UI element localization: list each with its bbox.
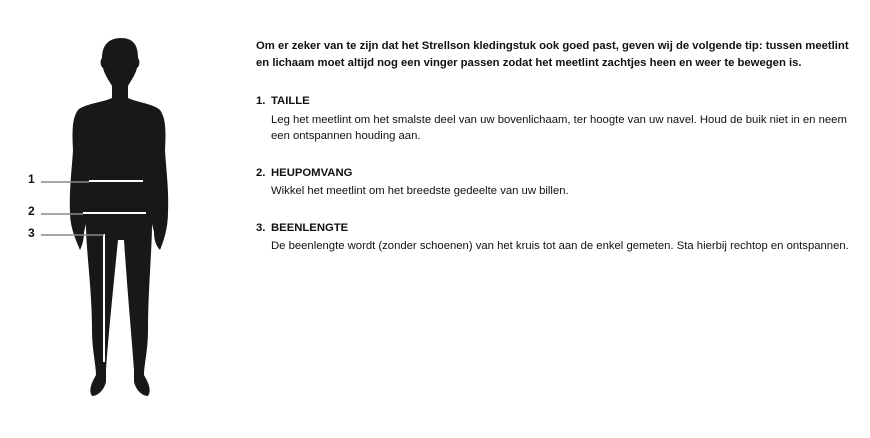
measurement-instructions bbox=[256, 38, 856, 275]
section-heading bbox=[256, 220, 856, 237]
section-text: Wikkel het meetlint om het breedste gedeelte van uw billen. bbox=[271, 185, 569, 197]
section-text: De beenlengte wordt (zonder schoenen) van het kruis tot aan de enkel gemeten. Sta hierbij rechtop en ontspannen. bbox=[271, 240, 849, 252]
section-title: HEUPOMVANG bbox=[271, 166, 353, 179]
section-heading bbox=[256, 165, 856, 182]
section-number: 3. bbox=[256, 221, 266, 234]
body-measurement-figure bbox=[0, 0, 240, 438]
section-title: TAILLE bbox=[271, 95, 310, 107]
section-heading bbox=[256, 93, 856, 110]
body-silhouette bbox=[70, 38, 168, 396]
intro-text: Om er zeker van te zijn dat het Strellson kledingstuk ook goed past, geven wij de volgende tip: tussen meetlint en lichaam moet altijd nog een vinger passen zodat het meetlint zachtjes heen en weer te bewegen is. bbox=[256, 40, 849, 69]
section-number: 2. bbox=[256, 166, 266, 179]
section-taille bbox=[256, 93, 856, 145]
section-title: BEENLENGTE bbox=[271, 221, 349, 234]
section-text: Leg het meetlint om het smalste deel van uw bovenlichaam, ter hoogte van uw navel. Houd de buik niet in en neem een ontspannen houding aan. bbox=[271, 113, 847, 142]
label-1: 1 bbox=[28, 172, 35, 186]
label-3: 3 bbox=[28, 226, 35, 240]
section-heupomvang bbox=[256, 165, 856, 200]
section-beenlengte bbox=[256, 220, 856, 255]
section-number: 1. bbox=[256, 95, 266, 107]
label-2: 2 bbox=[28, 204, 35, 218]
